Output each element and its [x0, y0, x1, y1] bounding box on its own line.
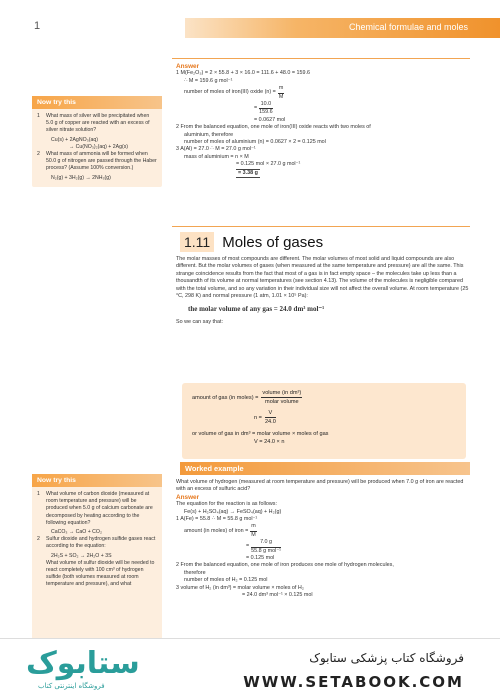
shop-url-link[interactable]: WWW.SETABOOK.COM [243, 673, 464, 691]
answer-line: aluminium, therefore [184, 131, 234, 138]
equation: 2H₂S + SO₂ → 2H₂O + 3S [51, 552, 112, 559]
answer-block-1 [176, 63, 470, 178]
fraction: $\frac{\text{volume (in dm³)}}{\text{molar volume}}$ [262, 390, 302, 405]
fraction: $\frac{m}{M}$ [278, 85, 284, 100]
answer-line: = $\frac{10.0}{159.6}$ [254, 101, 273, 116]
answer-line: mass of aluminium = n × M [184, 153, 249, 160]
store-logo[interactable] [26, 647, 166, 695]
now-try-box-1 [32, 96, 162, 187]
equation: → Cu(NO₃)₂(aq) + 2Ag(s) [69, 143, 129, 150]
worked-line: amount (in moles) of iron = $\frac{m}{M}$ [184, 523, 256, 538]
answer-line: 3 A(Al) = 27.0 ∴ M = 27.0 g mol⁻¹ [176, 146, 256, 153]
now-try-title: Now try this [32, 474, 162, 487]
so-we-can-say: So we can say that: [176, 318, 224, 325]
section-number: 1.11 [180, 232, 214, 252]
question-item: What volume of sulfur dioxide will be needed to react completely with 100 cm³ of hydrogen sulfide (both volumes measured at room temperature and pressure), and what [46, 559, 155, 588]
divider [172, 226, 470, 227]
worked-line: 2 From the balanced equation, one mole of iron produces one mole of hydrogen molecules, [176, 562, 394, 569]
section-title: Moles of gases [222, 233, 324, 251]
worked-example-body [176, 479, 470, 600]
worked-line: 1 A(Fe) = 55.8 ∴ M = 55.8 g mol⁻¹ [176, 516, 258, 523]
question-item: 2 Sulfur dioxide and hydrogen sulfide gases react according to the equation: [37, 536, 156, 550]
now-try-body [32, 487, 162, 596]
question-item: 2 What mass of ammonia will be formed when 50.0 g of nitrogen are passed through the Haber process? (Assume 100% conversion.) [37, 151, 157, 172]
chapter-title: Chemical formulae and moles [348, 22, 468, 32]
worked-line: therefore [184, 569, 206, 576]
answer-line: number of moles of iron(III) oxide (n) = $\frac{m}{M}$ [184, 85, 284, 100]
worked-line: Fe(s) + H₂SO₄(aq) → FeSO₄(aq) + H₂(g) [184, 508, 282, 515]
now-try-body [32, 109, 162, 187]
worked-line: = $\frac{7.0 g}{\text{55.8 g mol⁻¹}}$ [246, 539, 281, 554]
answer-label: Answer [176, 493, 200, 501]
eq-line: amount of gas (in moles) = $\frac{\text{volume (in dm³)}}{\text{molar volume}}$ [192, 390, 302, 405]
intro-block [176, 256, 470, 326]
equation: Cu(s) + 2AgNO₃(aq) [51, 136, 98, 143]
equation: N₂(g) + 3H₂(g) → 2NH₃(g) [51, 174, 111, 181]
now-try-box-2 [32, 474, 162, 638]
worked-question: What volume of hydrogen (measured at room temperature and pressure) will be produced when 7.0 g of iron are reacted with an excess of sulfuric acid? [176, 479, 464, 493]
answer-line: 1 M(Fe₂O₃) = 2 × 55.8 + 3 × 16.0 = 111.6 + 48.0 = 159.6 [176, 70, 311, 77]
fraction: $\frac{10.0}{159.6}$ [259, 101, 273, 116]
eq-line: or volume of gas in dm³ = molar volume × moles of gas [192, 431, 329, 437]
answer-line: = 0.125 mol × 27.0 g mol⁻¹ [236, 161, 301, 168]
question-item: 1 What volume of carbon dioxide (measured at room temperature and pressure) will be produced when 5.0 g of calcium carbonate are decomposed by heating according to the following equation? [37, 491, 153, 526]
fraction: $\frac{V}{24.0}$ [264, 410, 276, 425]
equation: CaCO₃ → CaO + CO₂ [51, 529, 102, 536]
answer-label: Answer [176, 63, 200, 70]
fraction: $\frac{m}{M}$ [251, 523, 256, 538]
worked-line: 3 volume of H₂ (in dm³) = molar volume × moles of H₂ [176, 584, 304, 591]
logo-mark: ستابوک [26, 646, 140, 681]
section-heading [180, 232, 323, 252]
worked-line: = 24.0 dm³ mol⁻¹ × 0.125 mol [242, 592, 313, 599]
worked-example-title: Worked example [180, 462, 470, 475]
fraction: $\frac{7.0 g}{\text{55.8 g mol⁻¹}}$ [251, 539, 281, 554]
final-answer: = 3.38 g [236, 169, 260, 178]
now-try-title: Now try this [32, 96, 162, 109]
answer-line: number of moles of aluminium (n) = 0.0627 × 2 = 0.125 mol [184, 139, 326, 146]
equation-box [182, 383, 466, 459]
answer-line: = 0.0627 mol [254, 116, 286, 123]
worked-line: The equation for the reaction is as follows: [176, 501, 277, 508]
worked-line: = 0.125 mol [246, 555, 275, 562]
answer-line: 2 From the balanced equation, one mole of iron(III) oxide reacts with two moles of [176, 124, 371, 131]
store-footer [0, 638, 500, 700]
eq-line: V = 24.0 × n [254, 439, 285, 445]
divider [172, 58, 470, 59]
worked-line: number of moles of H₂ = 0.125 mol [184, 577, 268, 584]
shop-name: فروشگاه کتاب پزشکی ستابوک [309, 651, 464, 665]
eq-line: n = $\frac{V}{24.0}$ [254, 410, 276, 425]
page-number: 1 [34, 20, 41, 32]
intro-paragraph: The molar masses of most compounds are different. The molar volumes of most solid and liquid compounds are also different. But the molar volumes of gases (when measured at the same temperature and pressure) are all the same. This strange coincidence results from the fact that most of a gas is in fact empty space – the molecules take up less than a thousandth of its volume at normal temperatures (see section 4.13). The volume of the molecules is negligible compared with the total volume, and so any variation in their individual size will not affect the overall volume. At room temperature (25 °C, 298 K) and normal pressure (1 atm, 1.01 × 10⁵ Pa): [176, 256, 469, 300]
question-item: 1 What mass of silver will be precipitated when 5.0 g of copper are reacted with an excess of silver nitrate solution? [37, 113, 150, 134]
answer-line: ∴ M = 159.6 g mol⁻¹ [184, 77, 233, 84]
key-equation: the molar volume of any gas = 24.0 dm³ mol⁻¹ [188, 305, 325, 314]
logo-subtitle: فروشگاه اینترنتی کتاب [38, 682, 105, 690]
page-header [0, 0, 500, 52]
answer-line [176, 169, 470, 178]
